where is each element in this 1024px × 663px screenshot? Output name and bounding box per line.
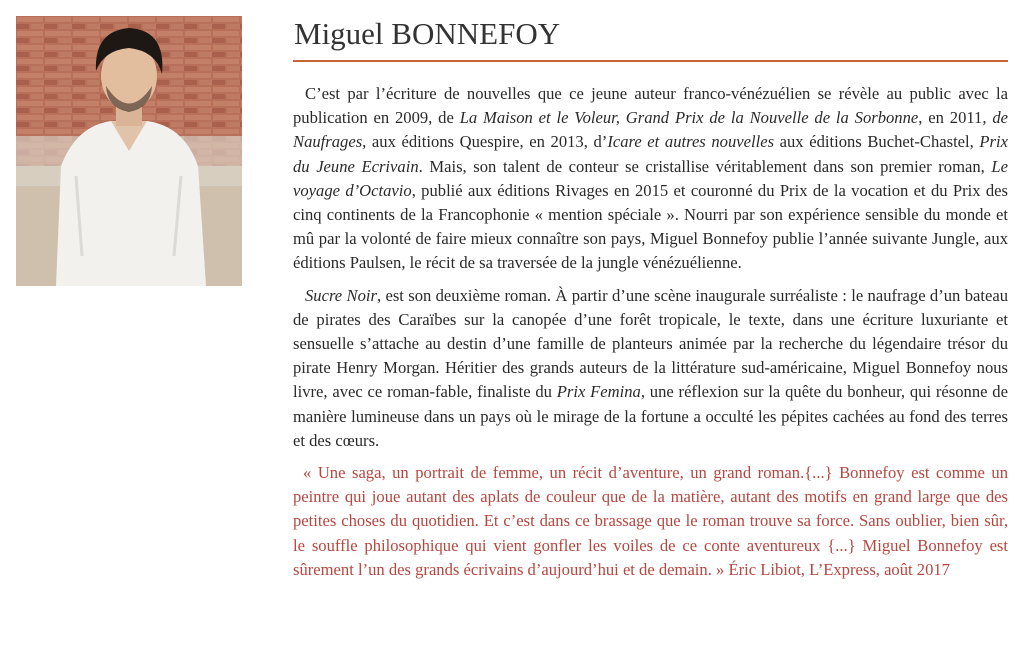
italic-title: Sucre Noir [305, 285, 377, 305]
italic-title: Le voyage d’Octavio [293, 156, 1009, 200]
text-segment: C’est par l’écriture de nouvelles que ce jeune auteur franco-vénézuélien se révèle au public avec la publication en 2009, de [293, 84, 1008, 128]
bio-paragraph-2 [293, 284, 1008, 453]
author-photo [16, 16, 242, 286]
italic-title: Prix Femina [556, 382, 641, 402]
text-segment: aux éditions Buchet-Chastel, [774, 132, 980, 152]
italic-title: de Naufrages [293, 108, 1009, 152]
italic-title: Icare et autres nouvelles [607, 132, 775, 152]
text-segment: , aux éditions Quespire, en 2013, d’ [362, 132, 608, 152]
text-segment: , publié aux éditions Rivages en 2015 et couronné du Prix de la vocation et du Prix des cinq continents de la Francophonie « mention spéciale ». Nourri par son expérience sensible du monde et mû par la volonté de faire mieux connaître son pays, Miguel Bonnefoy publie l’année suivante Jungle, aux éditions Paulsen, le récit de sa traversée de la jungle vénézuélienne. [293, 180, 1008, 273]
text-segment: . Mais, son talent de conteur se cristallise véritablement dans son premier roman, [418, 156, 992, 176]
title-divider [293, 60, 1008, 62]
text-segment: , en 2011, [918, 108, 993, 128]
italic-title: La Maison et le Voleur, Grand Prix de la Nouvelle de la Sorbonne [459, 108, 919, 128]
italic-title: Prix du Jeune Ecrivain [293, 132, 1008, 176]
author-bio [293, 14, 1008, 590]
author-name: Miguel BONNEFOY [294, 16, 561, 51]
text-segment: , est son deuxième roman. À partir d’une scène inaugurale surréaliste : le naufrage d’un bateau de pirates des Caraïbes sur la canopée d’une forêt tropicale, le texte, dans une écriture luxuriante et sensuelle s’attache au destin d’une famille de planteurs animée par la recherche du légendaire trésor du pirate Henry Morgan. Héritier des grands auteurs de la littérature sud-américaine, Miguel Bonnefoy nous livre, avec ce roman-fable, finaliste du [293, 285, 1008, 402]
press-quote: « Une saga, un portrait de femme, un récit d’aventure, un grand roman.{...} Bonnefoy est comme un peintre qui joue autant des aplats de couleur que de la matière, autant des motifs en grand large que des petites choses du quotidien. Et c’est dans ce brassage que le roman trouve sa force. Sans oublier, bien sûr, le souffle philosophique qui vient gonfler les voiles de ce conte aventureux {...} Miguel Bonnefoy est sûrement l’un des grands écrivains d’aujourd’hui et de demain. » Éric Libiot, L’Express, août 2017 [293, 463, 1008, 579]
text-segment: , une réflexion sur la quête du bonheur, qui résonne de manière lumineuse dans un pays où le mirage de la fortune a occulté les pépites cachées au fond des terres et des cœurs. [293, 382, 1008, 450]
bio-paragraph-1 [293, 82, 1008, 276]
